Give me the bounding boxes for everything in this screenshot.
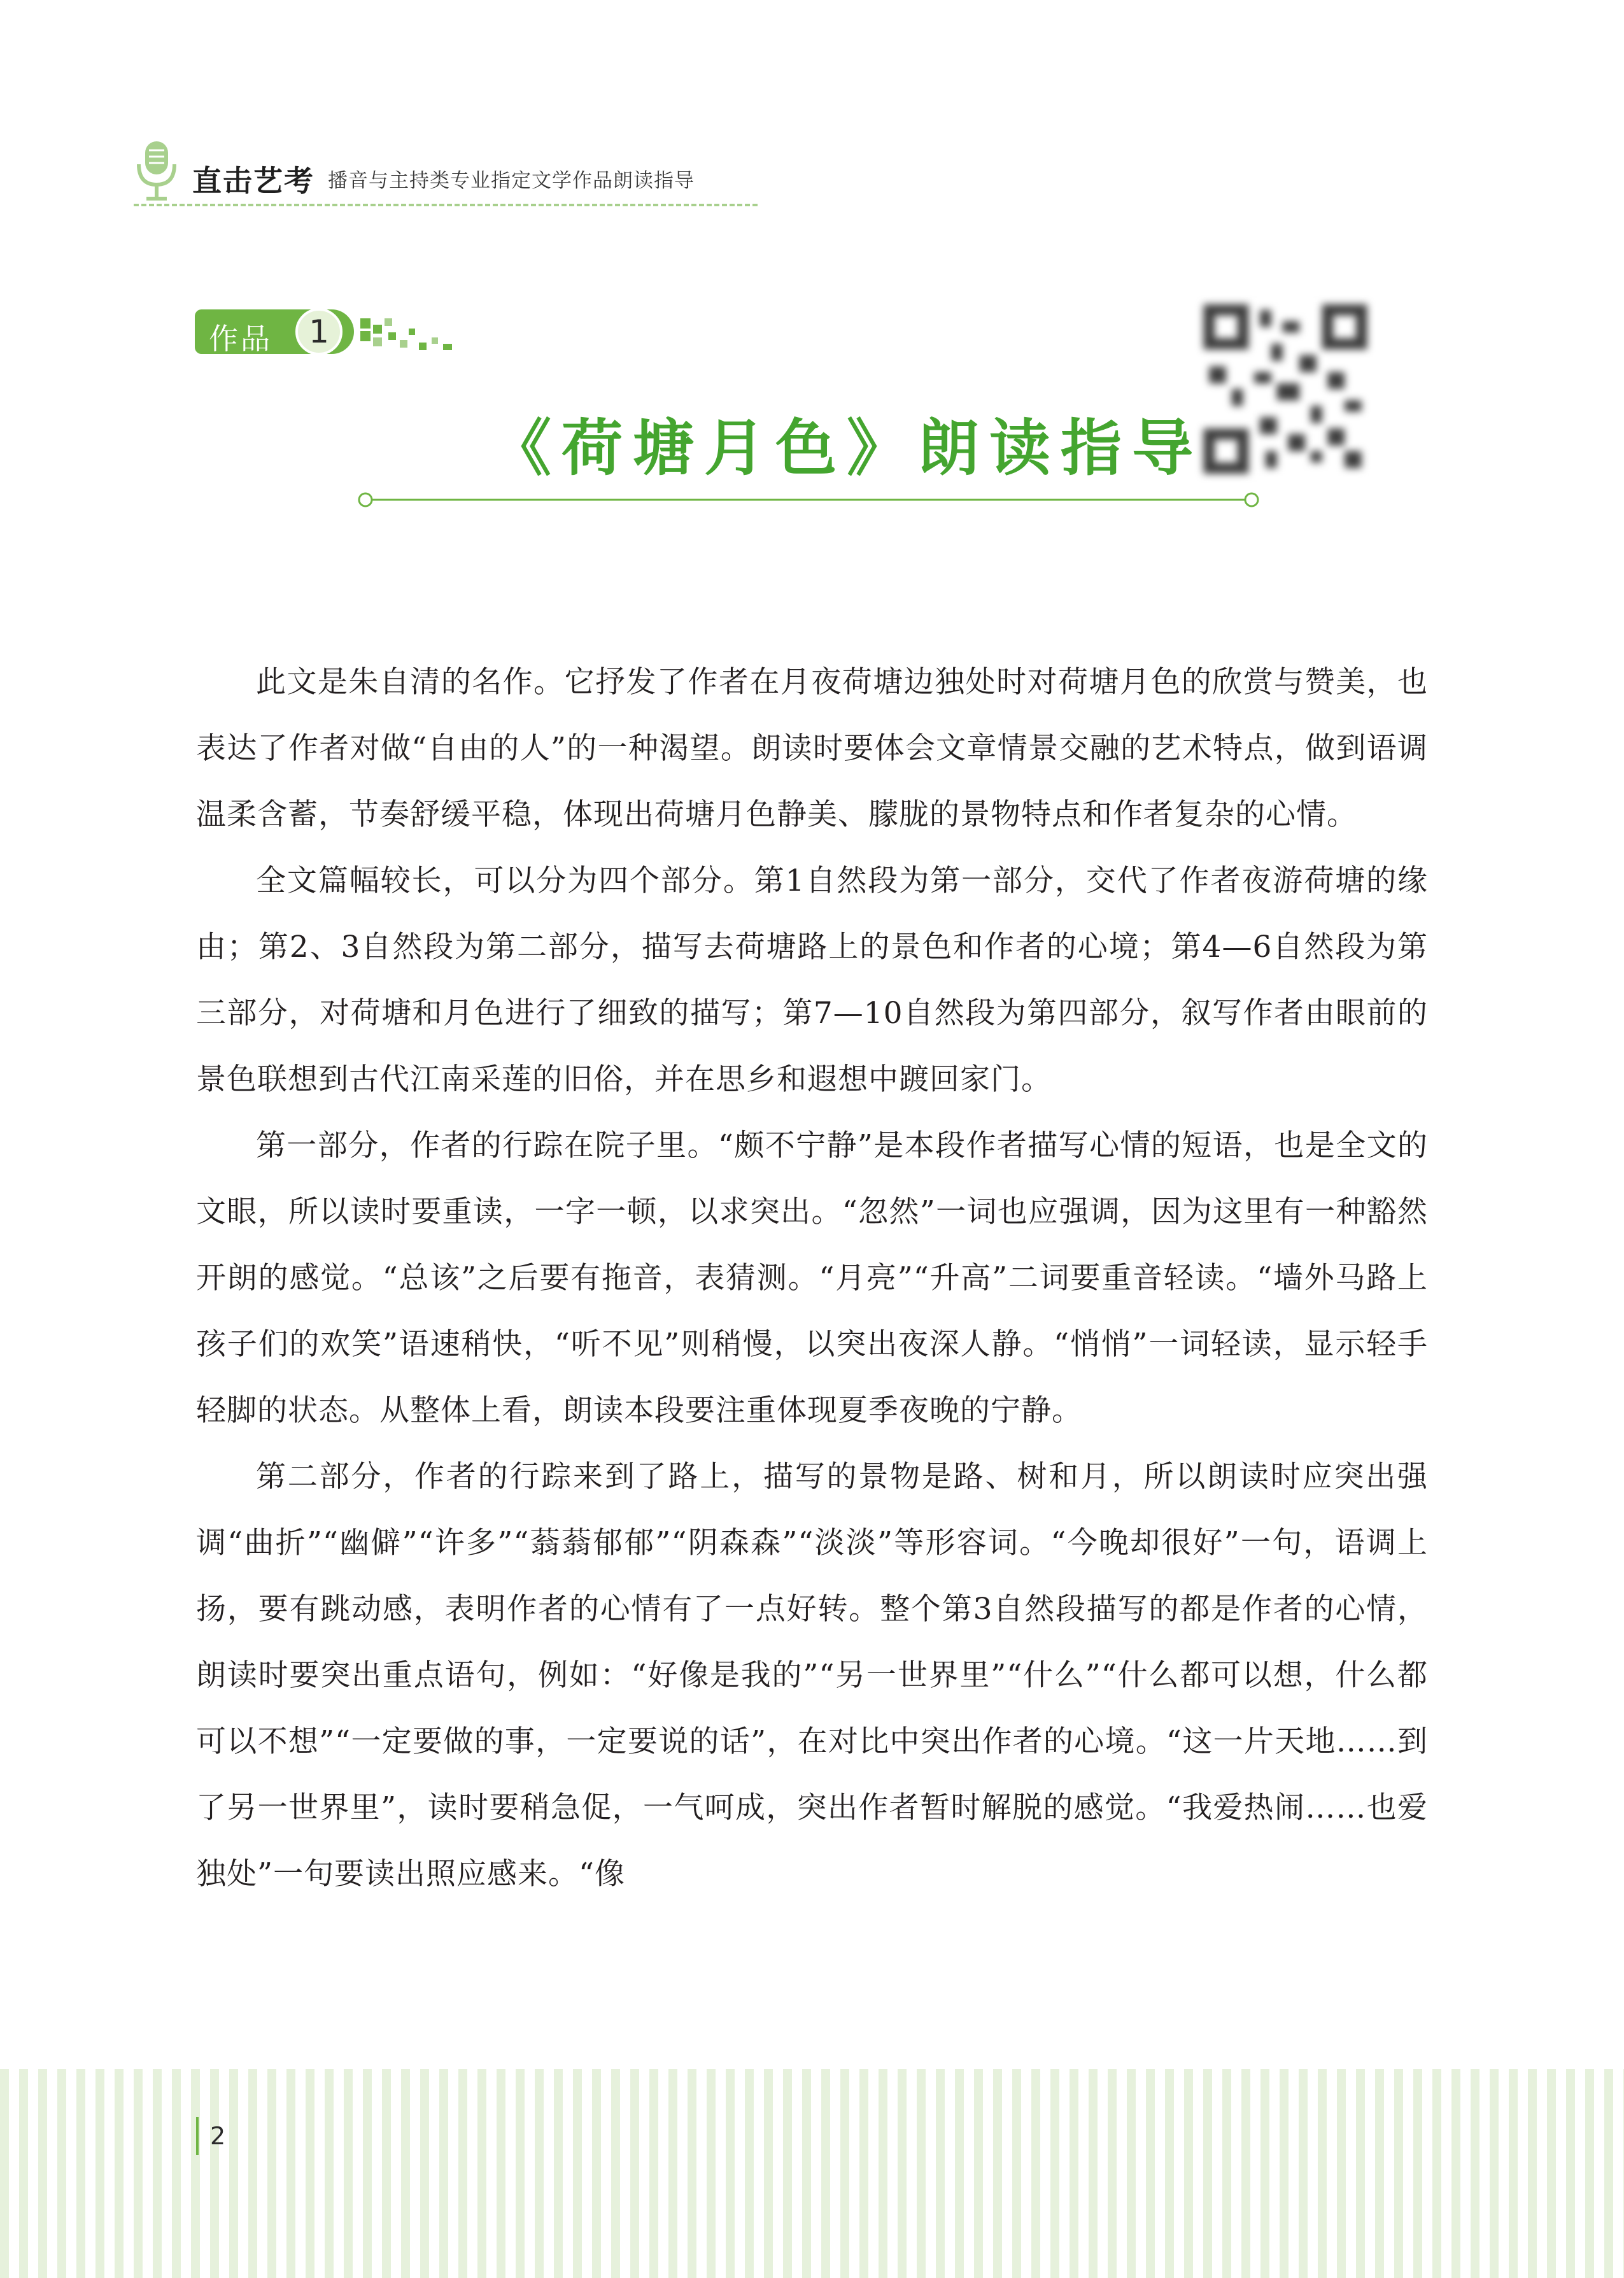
paragraph: 第一部分，作者的行踪在院子里。“颇不宁静”是本段作者描写心情的短语，也是全文的文眼，所以读时要重读，一字一顿，以求突出。“忽然”一词也应强调，因为这里有一种豁然开朗的感觉。“总该”之后要有拖音，表猜测。“月亮”“升高”二词要重音轻读。“墙外马路上孩子们的欢笑”语速稍快，“听不见”则稍慢，以突出夜深人静。“悄悄”一词轻读，显示轻手轻脚的状态。从整体上看，朗读本段要注重体现夏季夜晚的宁静。 — [196, 1128, 1428, 1428]
running-header — [134, 139, 770, 209]
badge-number: 1 — [309, 313, 329, 350]
badge-number-circle — [295, 308, 342, 355]
paragraph: 第二部分，作者的行踪来到了路上，描写的景物是路、树和月，所以朗读时应突出强调“曲折”“幽僻”“许多”“蓊蓊郁郁”“阴森森”“淡淡”等形容词。“今晚却很好”一句，语调上扬，要有跳动感，表明作者的心情有了一点好转。整个第3自然段描写的都是作者的心情，朗读时要突出重点语句，例如：“好像是我的”“另一世界里”“什么”“什么都可以想，什么都可以不想”“一定要做的事，一定要说的话”，在对比中突出作者的心境。“这一片天地……到了另一世界里”，读时要稍急促，一气呵成，突出作者暂时解脱的感觉。“我爱热闹……也爱独处”一句要读出照应感来。“像 — [196, 1459, 1428, 1892]
body-text — [196, 649, 1428, 1907]
header-divider — [134, 204, 758, 206]
pixel-decoration — [360, 315, 469, 354]
paragraph: 全文篇幅较长，可以分为四个部分。第1自然段为第一部分，交代了作者夜游荷塘的缘由；第2、3自然段为第二部分，描写去荷塘路上的景色和作者的心境；第4—6自然段为第三部分，对荷塘和月色进行了细致的描写；第7—10自然段为第四部分，叙写作者由眼前的景色联想到古代江南采莲的旧俗，并在思乡和遐想中踱回家门。 — [196, 863, 1428, 1097]
brand-name: 直击艺考 — [192, 164, 314, 198]
microphone-icon — [134, 139, 180, 202]
footer-stripes — [0, 2069, 1624, 2278]
title-underline — [357, 490, 1260, 509]
badge-label: 作品 — [209, 322, 272, 356]
page-number: 2 — [210, 2122, 226, 2150]
page-marker — [196, 2117, 199, 2155]
series-title: 播音与主持类专业指定文学作品朗读指导 — [328, 169, 695, 192]
page-title: 《荷塘月色》朗读指导 — [490, 412, 1203, 484]
qr-code — [1203, 304, 1367, 474]
work-badge — [195, 308, 469, 355]
paragraph: 此文是朱自清的名作。它抒发了作者在月夜荷塘边独处时对荷塘月色的欣赏与赞美，也表达了作者对做“自由的人”的一种渴望。朗读时要体会文章情景交融的艺术特点，做到语调温柔含蓄，节奏舒缓平稳，体现出荷塘月色静美、朦胧的景物特点和作者复杂的心情。 — [196, 665, 1428, 832]
